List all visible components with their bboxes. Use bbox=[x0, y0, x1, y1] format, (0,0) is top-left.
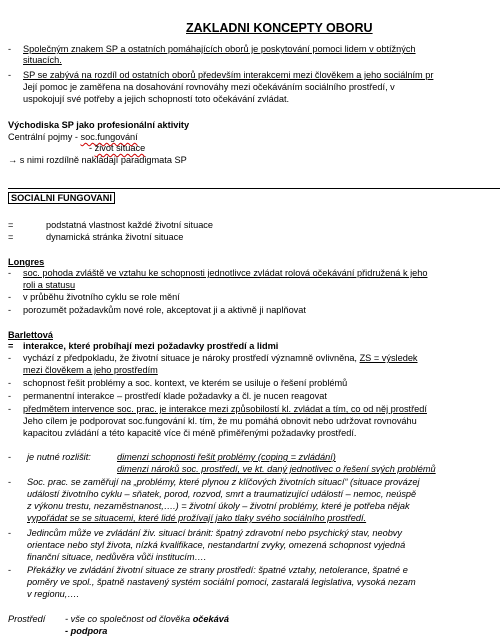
barlettova-item4-line2: Jeho cílem je podporovat soc.fungování kl. tím, že mu pomáhá obnovit nebo udržovat rovnováhu bbox=[23, 416, 417, 426]
barlettova-item2: schopnost řešit problémy a soc. kontext, ve kterém se usiluje o řešení problémů bbox=[23, 378, 348, 388]
longres-item1-line2: roli a statusu bbox=[23, 280, 76, 290]
central-concepts-line: Centrální pojmy - soc.fungování bbox=[8, 132, 138, 142]
eq-sign: = bbox=[8, 232, 14, 242]
eq-sign: = bbox=[8, 341, 14, 351]
prostredi-line2: - podpora bbox=[65, 626, 108, 636]
barlettova-item4-line1: předmětem intervence soc. prac. je interakce mezi způsobilostí kl. zvládat a tím, co od něj prostředí bbox=[23, 404, 427, 414]
intro-item2-line3: uspokojují své potřeby a jejich schopností toto očekávání zvládat. bbox=[23, 94, 290, 104]
barlettova-item1-line1: vychází z předpokladu, že životní situace je nároky prostředí významně ovlivněna, ZS = výsledek bbox=[23, 353, 418, 363]
bullet-dash: - bbox=[8, 452, 12, 462]
bullet-dash: - bbox=[8, 565, 12, 575]
prostredi-label: Prostředí bbox=[8, 614, 46, 624]
vychodiska-heading: Východiska SP jako profesionální aktivity bbox=[8, 120, 190, 130]
paradigm-line: → s nimi rozdílně nakládají paradigmata SP bbox=[8, 155, 187, 165]
longres-item3: porozumět požadavkům nové role, akceptovat ji a aktivně ji naplňovat bbox=[23, 305, 306, 315]
concept-life-situation: život situace bbox=[94, 143, 146, 153]
longres-item2: v průběhu životního cyklu se role mění bbox=[23, 292, 180, 302]
barlettova-definition: interakce, které probíhají mezi požadavky prostředí a lidmi bbox=[23, 341, 279, 351]
page-title: ZAKLADNI KONCEPTY OBORU bbox=[186, 21, 373, 35]
concept-social-functioning: soc.fungování bbox=[80, 132, 138, 142]
longres-item1-line1: soc. pohoda zvláště ve vztahu ke schopnosti jednotlivce zvládat rolová očekávání přidružená k jeho bbox=[23, 268, 428, 278]
bullet-dash: - bbox=[8, 391, 12, 401]
definition-line-1: podstatná vlastnost každé životní situace bbox=[46, 220, 214, 230]
nutne-item1-line4: vypořádat se se situacemi, které lidé prožívají jako tlaky svého sociálního prostředí. bbox=[27, 513, 367, 523]
intro-item2-line1: SP se zabývá na rozdíl od ostatních oborů především interakcemi mezi člověkem a jeho sociálním pr bbox=[23, 70, 434, 80]
longres-heading: Longres bbox=[8, 257, 45, 267]
distinguish-label: je nutné rozlišit: bbox=[27, 452, 91, 462]
nutne-item3-line2: poměry ve spol., špatně nastavený systém sociální pomoci, zastaralá legislativa, vysoká nezam bbox=[27, 577, 416, 587]
nutne-item3-line1: Překážky ve zvládání životní situace ze strany prostředí: špatné vztahy, netolerance, špatné e bbox=[27, 565, 408, 575]
intro-item2-line2: Její pomoc je zaměřena na dosahování rovnováhy mezi očekáváním sociálního prostředí, v bbox=[23, 82, 395, 92]
definition-line-2: dynamická stránka životní situace bbox=[46, 232, 184, 242]
barlettova-item4-line3: kapacitou zvládání a této kapacitě více či méně přiměřenými požadavky prostředí. bbox=[23, 428, 357, 438]
nutne-item2-line1: Jedincům může ve zvládání živ. situací bránit: špatný zdravotní nebo psychický stav, neobvy bbox=[27, 528, 402, 538]
section-divider bbox=[8, 188, 500, 189]
bullet-dash: - bbox=[8, 44, 12, 54]
distinguish-dimension-1: dimenzi schopnosti řešit problémy (coping = zvládání) bbox=[117, 452, 336, 462]
nutne-item2-line2: orientace nebo styl života, nízká kvalifikace, nestandartní zvyky, omezená schopnost vyjedná bbox=[27, 540, 406, 550]
eq-sign: = bbox=[8, 220, 14, 230]
nutne-item1-line1: Soc. prac. se zaměřují na „problémy, které plynou z klíčových životních situací“ (situace provázej bbox=[27, 477, 420, 487]
arrow-icon: → bbox=[8, 155, 18, 165]
bullet-dash: - bbox=[8, 70, 12, 80]
bullet-dash: - bbox=[8, 528, 12, 538]
nutne-item2-line3: finanční situace, nedůvěra vůči institucím…. bbox=[27, 552, 207, 562]
concept-life-situation-line: - život situace bbox=[89, 143, 146, 153]
nutne-item1-line2: událostí životního cyklu – sňatek, porod, rozvod, smrt a traumatizující událostí – nemoc, neúspě bbox=[27, 489, 417, 499]
bullet-dash: - bbox=[8, 477, 12, 487]
bullet-dash: - bbox=[8, 378, 12, 388]
nutne-item1-line3: z výkonu trestu, nezaměstnanost,….) = životní úkoly – životní problémy, které je potřeba nějak bbox=[27, 501, 410, 511]
bullet-dash: - bbox=[8, 292, 12, 302]
barlettova-item1-line2: mezi člověkem a jeho prostředím bbox=[23, 365, 158, 375]
bullet-dash: - bbox=[8, 305, 12, 315]
barlettova-item3: permanentní interakce – prostředí klade požadavky a čl. je nucen reagovat bbox=[23, 391, 327, 401]
bullet-dash: - bbox=[8, 404, 12, 414]
distinguish-dimension-2: dimenzi nároků soc. prostředí, ve kt. daný jednotlivec o řešení svých problémů bbox=[117, 464, 436, 474]
intro-item1-line1: Společným znakem SP a ostatních pomáhajících oborů je poskytování pomoci lidem v obtížných bbox=[23, 44, 416, 54]
bullet-dash: - bbox=[8, 353, 12, 363]
bullet-dash: - bbox=[8, 268, 12, 278]
intro-item1-line2: situacích. bbox=[23, 55, 62, 65]
prostredi-line1: - vše co společnost od člověka očekává bbox=[65, 614, 229, 624]
socialni-fungovani-heading: SOCIALNI FUNGOVANI bbox=[8, 193, 115, 204]
barlettova-heading: Barlettová bbox=[8, 330, 53, 340]
nutne-item3-line3: v regionu,…. bbox=[27, 589, 80, 599]
